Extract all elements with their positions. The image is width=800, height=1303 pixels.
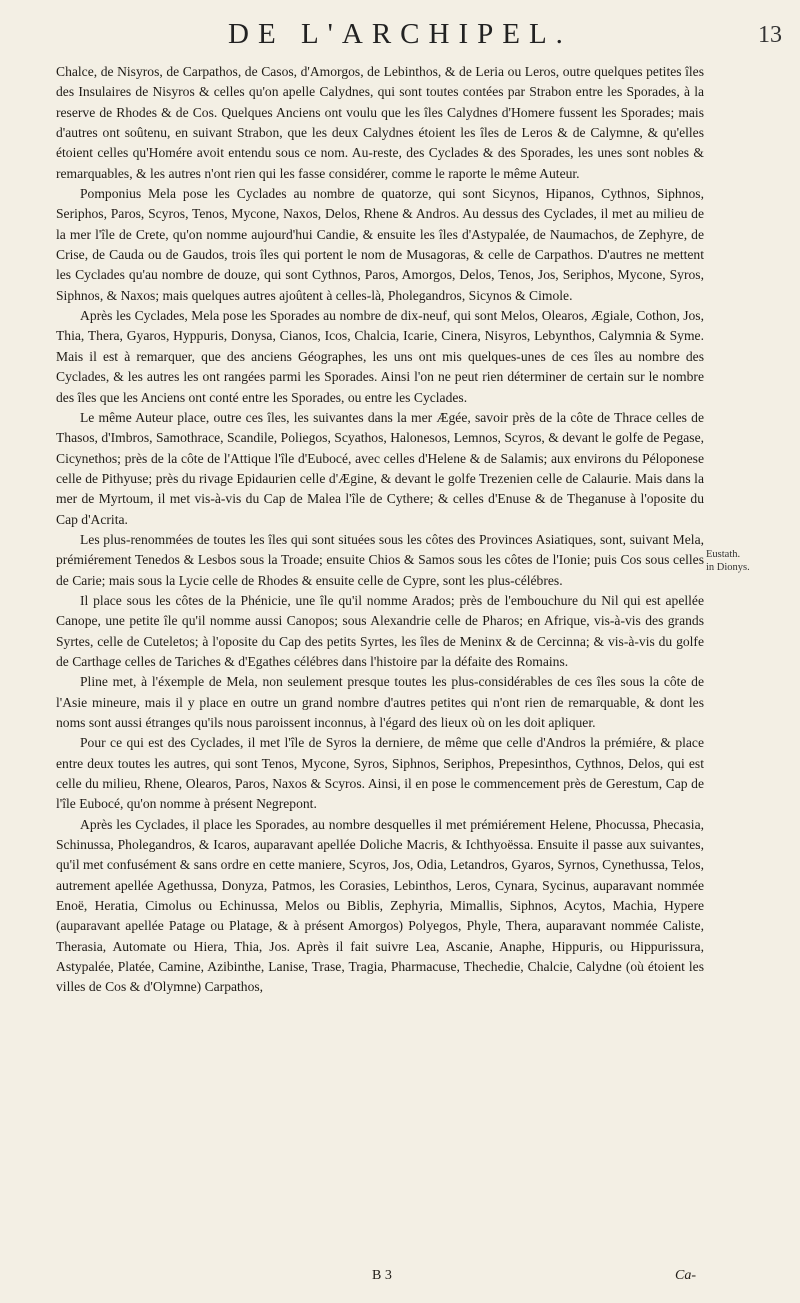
margin-note: Eustath. in Dionys. [706,549,750,573]
paragraph: Pour ce qui est des Cyclades, il met l'île de Syros la derniere, de même que celle d'Andros la prémiére, & place entre deux toutes les autres, qui sont Tenos, Mycone, Syros, Siphnos, Seriphos, Prepesinthos, Cythnos, Delos, qui est celle du milieu, Rhene, Olearos, Paros, Naxos & Scyros. Ainsi, il en pose le commencement près de Gerestum, Cap de l'île Eubocé, qu'on nomme à présent Negrepont. [56,735,704,812]
signature-mark: B 3 [372,1268,392,1283]
page-footer [0,1268,800,1298]
paragraph: Les plus-renommées de toutes les îles qui sont situées sous les côtes des Provinces Asiatiques, sont, suivant Mela, prémiérement Tenedos & Lesbos sous la Troade; ensuite Chios & Samos sous les côtes de l'Ionie; puis Cos sous celles de Carie; mais sous la Lycie celle de Rhodes & ensuite celle de Cypre, sont les plus-célébres. [56,531,704,588]
page-header [0,18,800,62]
paragraph: Chalce, de Nisyros, de Carpathos, de Casos, d'Amorgos, de Lebinthos, & de Leria ou Leros, outre quelques petites îles des Insulaires de Nisyros & celles qu'on apelle Calydnes, qui sont toutes contées par Strabon entre les Sporades, à la reserve de Rhodes & de Cos. Quelques Anciens ont voulu que les îles Calydnes d'Homere fussent les Sporades; mais d'autres ont soûtenu, en suivant Strabon, que les deux Calydnes étoient les îles de Leros & de Calymne, & qu'elles étoient celles qu'Homére avoit entendu sous ce nom. Au-reste, des Cyclades & des Sporades, les unes sont nobles & remarquables, & les autres n'ont rien qui les fasse considérer, comme le raporte le même Auteur. [56,64,704,181]
paragraph: Il place sous les côtes de la Phénicie, une île qu'il nomme Arados; près de l'embouchure du Nil qui est apellée Canope, une petite île qu'il nomme aussi Canopos; sous Alexandrie celle de Pharos; en Afrique, vis-à-vis des grands Syrtes, celle de Cuteletos; à l'oposite du Cap des petits Syrtes, les îles de Meninx & de Cercinna; & vis-à-vis du golfe de Carthage celles de Tariches & d'Egathes célébres dans l'histoire par la défaite des Romains. [56,592,704,669]
page-number: 13 [758,22,782,48]
running-title: DE L'ARCHIPEL. [228,18,572,50]
paragraph: Pline met, à l'éxemple de Mela, non seulement presque toutes les plus-considérables de ces îles sous la côte de l'Asie mineure, mais il y place en outre un grand nombre d'autres petites qui n'ont rien de remarquable, & dont les noms sont aussi étranges qu'ils nous paroissent inconnus, à l'égard des lieux où on les doit apliquer. [56,674,704,730]
body-text [56,62,704,998]
paragraph: Le même Auteur place, outre ces îles, les suivantes dans la mer Ægée, savoir près de la côte de Thrace celles de Thasos, d'Imbros, Samothrace, Scandile, Poliegos, Scyathos, Halonesos, Lemnos, Scyros, & devant le golfe de Pegase, Cicynethos; près de la côte de l'Attique l'île d'Eubocé, avec celles d'Helene & de Salamis; aux environs du Péloponese celle de Pithyuse; près du rivage Epidaurien celle d'Ægine, & devant le golfe Trezenien celle de Calaurie. Mais dans la mer de Myrtoum, il met vis-à-vis du Cap de Malea l'île de Cythere; & celles d'Enuse & de Theganuse à l'oposite du Cap d'Acrita. [56,409,704,527]
catchword: Ca- [675,1268,696,1283]
paragraph: Après les Cyclades, Mela pose les Sporades au nombre de dix-neuf, qui sont Melos, Olearos, Ægiale, Cothon, Jos, Thia, Thera, Gyaros, Hyppuris, Donysa, Cianos, Icos, Chalcia, Icarie, Cinera, Nisyros, Lebynthos, Calymnia & Syme. Mais il est à remarquer, que des anciens Géographes, les uns ont mis quelques-unes de ces îles au nombre des Cyclades, & les autres les ont rangées parmi les Sporades. Ainsi l'on ne peut rien déterminer de certain sur le nombre des îles que les Anciens ont conté entre les Sporades, ou entre les Cyclades. [56,308,704,405]
paragraph: Pomponius Mela pose les Cyclades au nombre de quatorze, qui sont Sicynos, Hipanos, Cythnos, Siphnos, Seriphos, Paros, Scyros, Tenos, Mycone, Naxos, Delos, Rhene & Andros. Au dessus des Cyclades, il met au milieu de la mer l'île de Crete, qu'on nomme aujourd'hui Candie, & ensuite les îles d'Astypalée, de Naumachos, de Zephyre, de Crise, de Cauda ou de Gaudos, trois îles qui portent le nom de Musagoras, & celle de Carpathos. D'autres ne mettent les Cyclades qu'au nombre de douze, qui sont Cythnos, Paros, Amorgos, Delos, Tenos, Jos, Seriphos, Mycone, Syros, Siphnos, & Naxos; mais quelques autres ajoûtent à celles-là, Pholegandros, Sicynos & Cimole. [56,186,704,303]
paragraph: Après les Cyclades, il place les Sporades, au nombre desquelles il met prémiérement Helene, Phocussa, Phecasia, Schinussa, Pholegandros, & Icaros, auparavant apellée Doliche Macris, & Ichthyoëssa. Ensuite il passe aux suivantes, qu'il met confusément & sans ordre en cette maniere, Scyros, Jos, Odia, Letandros, Gyaros, Syrnos, Cynethussa, Telos, autrement apellée Agethussa, Donyza, Patmos, les Corasies, Lebinthos, Leros, Cynara, Sycinus, auparavant nommée Enoë, Heratia, Cimolus ou Echinussa, Melos ou Biblis, Zephyria, Mimallis, Siphnos, Acytos, Machia, Hypere (auparavant apellée Patage ou Platage, & à présent Amorgos) Polyegos, Phyle, Thera, auparavant nommée Caliste, Therasia, Automate ou Hiera, Thia, Jos. Après il fait suivre Lea, Ascanie, Anaphe, Hippuris, ou Hippurissura, Astypalée, Platée, Camine, Azibinthe, Lanise, Trase, Tragia, Pharmacuse, Thechedie, Chalcie, Calydne (où étoient les villes de Cos & d'Olymne) Carpathos, [56,816,704,995]
